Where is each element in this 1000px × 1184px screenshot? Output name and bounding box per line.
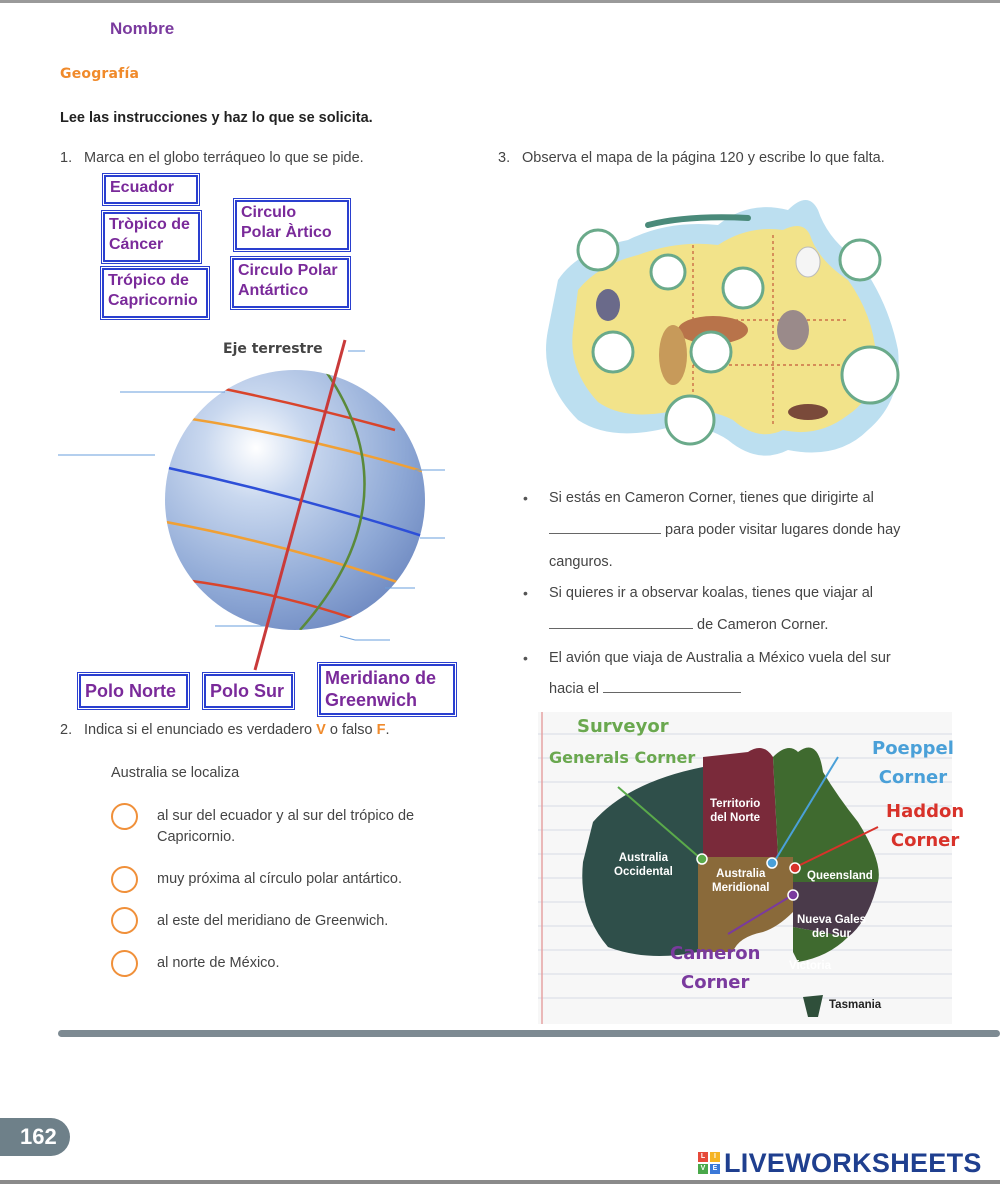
tag-meridiano-greenwich[interactable]: Meridiano de Greenwich bbox=[319, 664, 455, 715]
blank-field-3[interactable] bbox=[603, 692, 741, 693]
train-icon bbox=[723, 268, 763, 308]
blank-field-2[interactable] bbox=[549, 628, 693, 629]
tag-polo-norte[interactable]: Polo Norte bbox=[79, 674, 188, 708]
kangaroo-illustration bbox=[659, 325, 687, 385]
region-label-territorio: Territorio del Norte bbox=[710, 798, 761, 824]
instructions: Lee las instrucciones y haz lo que se solicita. bbox=[60, 110, 373, 126]
subject-title: Geografía bbox=[60, 66, 140, 82]
name-label: Nombre bbox=[110, 19, 175, 38]
boat-icon bbox=[578, 230, 618, 270]
question-text: Marca en el globo terráqueo lo que se pide. bbox=[84, 150, 364, 166]
truck-icon bbox=[593, 332, 633, 372]
tag-circulo-polar-artico[interactable]: Circulo Polar Àrtico bbox=[235, 200, 349, 250]
label-cameron-corner: Cameron Corner bbox=[670, 943, 761, 993]
liveworksheets-brand bbox=[698, 1146, 982, 1180]
tag-ecuador[interactable]: Ecuador bbox=[104, 175, 198, 204]
region-label-occidental: Australia Occidental bbox=[614, 852, 673, 878]
question-1 bbox=[60, 150, 364, 166]
region-label-queensland: Queensland bbox=[807, 870, 873, 882]
bullet-2-line2: de Cameron Corner. bbox=[549, 617, 828, 633]
bullet-3-line1: El avión que viaja de Australia a México vuela del sur bbox=[549, 650, 891, 666]
tag-tropico-capricornio[interactable]: Trópico de Capricornio bbox=[102, 268, 208, 318]
tag-polo-sur[interactable]: Polo Sur bbox=[204, 674, 293, 708]
bullet-1-line3: canguros. bbox=[549, 554, 613, 570]
region-label-nueva-gales: Nueva Gales del Sur bbox=[797, 914, 867, 940]
tag-circulo-polar-antartico[interactable]: Circulo Polar Antártico bbox=[232, 258, 349, 308]
question-2: 2. Indica si el enunciado es verdadero V o falso F. bbox=[60, 722, 390, 738]
region-label-tasmania: Tasmania bbox=[829, 999, 882, 1011]
blank-field-1[interactable] bbox=[549, 533, 661, 534]
label-generals-corner: Generals Corner bbox=[549, 748, 696, 767]
page-number: 162 bbox=[0, 1118, 70, 1156]
emu-illustration bbox=[596, 289, 620, 321]
question-2-lead: Australia se localiza bbox=[111, 765, 240, 781]
answer-circle-3[interactable] bbox=[111, 907, 138, 934]
true-letter: V bbox=[316, 722, 326, 738]
label-poeppel-corner: Poeppel Corner bbox=[872, 738, 954, 788]
bullet-3-line2: hacia el bbox=[549, 681, 741, 697]
platypus-illustration bbox=[788, 404, 828, 420]
bottom-border bbox=[0, 1180, 1000, 1184]
option-1: al sur del ecuador y al sur del trópico de Capricornio. bbox=[157, 808, 415, 845]
cockatoo-illustration bbox=[796, 247, 820, 277]
ship-icon bbox=[666, 396, 714, 444]
plane-icon bbox=[651, 255, 685, 289]
option-3: al este del meridiano de Greenwich. bbox=[157, 913, 389, 929]
answer-circle-2[interactable] bbox=[111, 866, 138, 893]
axis-label: Eje terrestre bbox=[223, 341, 323, 357]
koala-illustration bbox=[777, 310, 809, 350]
bullet-1-line1: Si estás en Cameron Corner, tienes que dirigirte al bbox=[549, 490, 874, 506]
option-2: muy próxima al círculo polar antártico. bbox=[157, 871, 402, 887]
option-4: al norte de México. bbox=[157, 955, 280, 971]
question-number: 1. bbox=[60, 150, 73, 166]
brand-logo-icon: L I V E bbox=[698, 1152, 720, 1174]
bullet-1-line2: para poder visitar lugares donde hay bbox=[549, 522, 900, 538]
false-letter: F bbox=[376, 722, 386, 738]
diving-icon bbox=[840, 240, 880, 280]
region-label-victoria: Victoria bbox=[789, 960, 831, 972]
question-3: 3. Observa el mapa de la página 120 y escribe lo que falta. bbox=[498, 150, 885, 166]
tag-tropico-cancer[interactable]: Tròpico de Cáncer bbox=[103, 212, 200, 262]
opera-house-icon bbox=[842, 347, 898, 403]
region-label-meridional: Australia Meridional bbox=[712, 868, 770, 894]
haddon-corner-dot bbox=[790, 863, 800, 873]
answer-circle-4[interactable] bbox=[111, 950, 138, 977]
brand-wordmark: LIVEWORKSHEETS bbox=[724, 1147, 982, 1178]
gold-icon bbox=[691, 332, 731, 372]
answer-circle-1[interactable] bbox=[111, 803, 138, 830]
bottom-divider bbox=[58, 1030, 1000, 1037]
generals-corner-dot bbox=[697, 854, 707, 864]
label-surveyor: Surveyor bbox=[577, 716, 669, 737]
globe-diagram bbox=[55, 330, 455, 680]
top-border bbox=[0, 0, 1000, 3]
bullet-2-line1: Si quieres ir a observar koalas, tienes que viajar al bbox=[549, 585, 873, 601]
cameron-corner-dot bbox=[788, 890, 798, 900]
label-haddon-corner: Haddon Corner bbox=[886, 801, 965, 851]
illustrated-australia-map bbox=[518, 180, 908, 470]
